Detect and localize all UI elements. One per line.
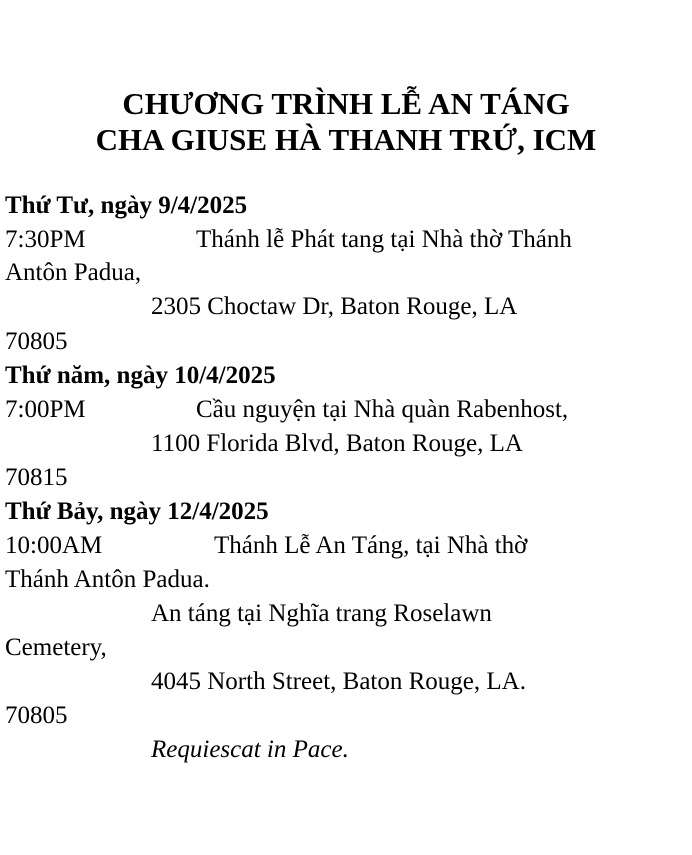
day-1-address: 2305 Choctaw Dr, Baton Rouge, LA [151, 293, 518, 320]
day-3-heading: Thứ Bảy, ngày 12/4/2025 [5, 498, 269, 525]
day-3-address: 4045 North Street, Baton Rouge, LA. [151, 668, 526, 695]
day-3-event-continued: Thánh Antôn Padua. [5, 566, 210, 593]
day-3-event: Thánh Lễ An Táng, tại Nhà thờ [214, 532, 528, 559]
day-2-event: Cầu nguyện tại Nhà quàn Rabenhost, [196, 396, 569, 423]
day-1-time: 7:30PM [5, 226, 86, 253]
day-1-event-continued: Antôn Padua, [5, 259, 142, 286]
title-line-2: CHA GIUSE HÀ THANH TRỨ, ICM [95, 122, 597, 157]
day-3-time: 10:00AM [5, 532, 103, 559]
day-3-burial: An táng tại Nghĩa trang Roselawn [151, 600, 492, 627]
closing-prayer: Requiescat in Pace. [151, 736, 349, 763]
day-2-address: 1100 Florida Blvd, Baton Rouge, LA [151, 430, 523, 457]
day-3-zip: 70805 [5, 702, 68, 729]
day-2-time: 7:00PM [5, 396, 86, 423]
day-1-zip: 70805 [5, 328, 68, 355]
day-2-zip: 70815 [5, 464, 68, 491]
day-1-event: Thánh lễ Phát tang tại Nhà thờ Thánh [196, 226, 572, 253]
day-3-burial-continued: Cemetery, [5, 634, 107, 661]
day-1-heading: Thứ Tư, ngày 9/4/2025 [5, 192, 248, 219]
title-line-1: CHƯƠNG TRÌNH LỄ AN TÁNG [122, 86, 570, 121]
day-2-heading: Thứ năm, ngày 10/4/2025 [5, 362, 276, 389]
